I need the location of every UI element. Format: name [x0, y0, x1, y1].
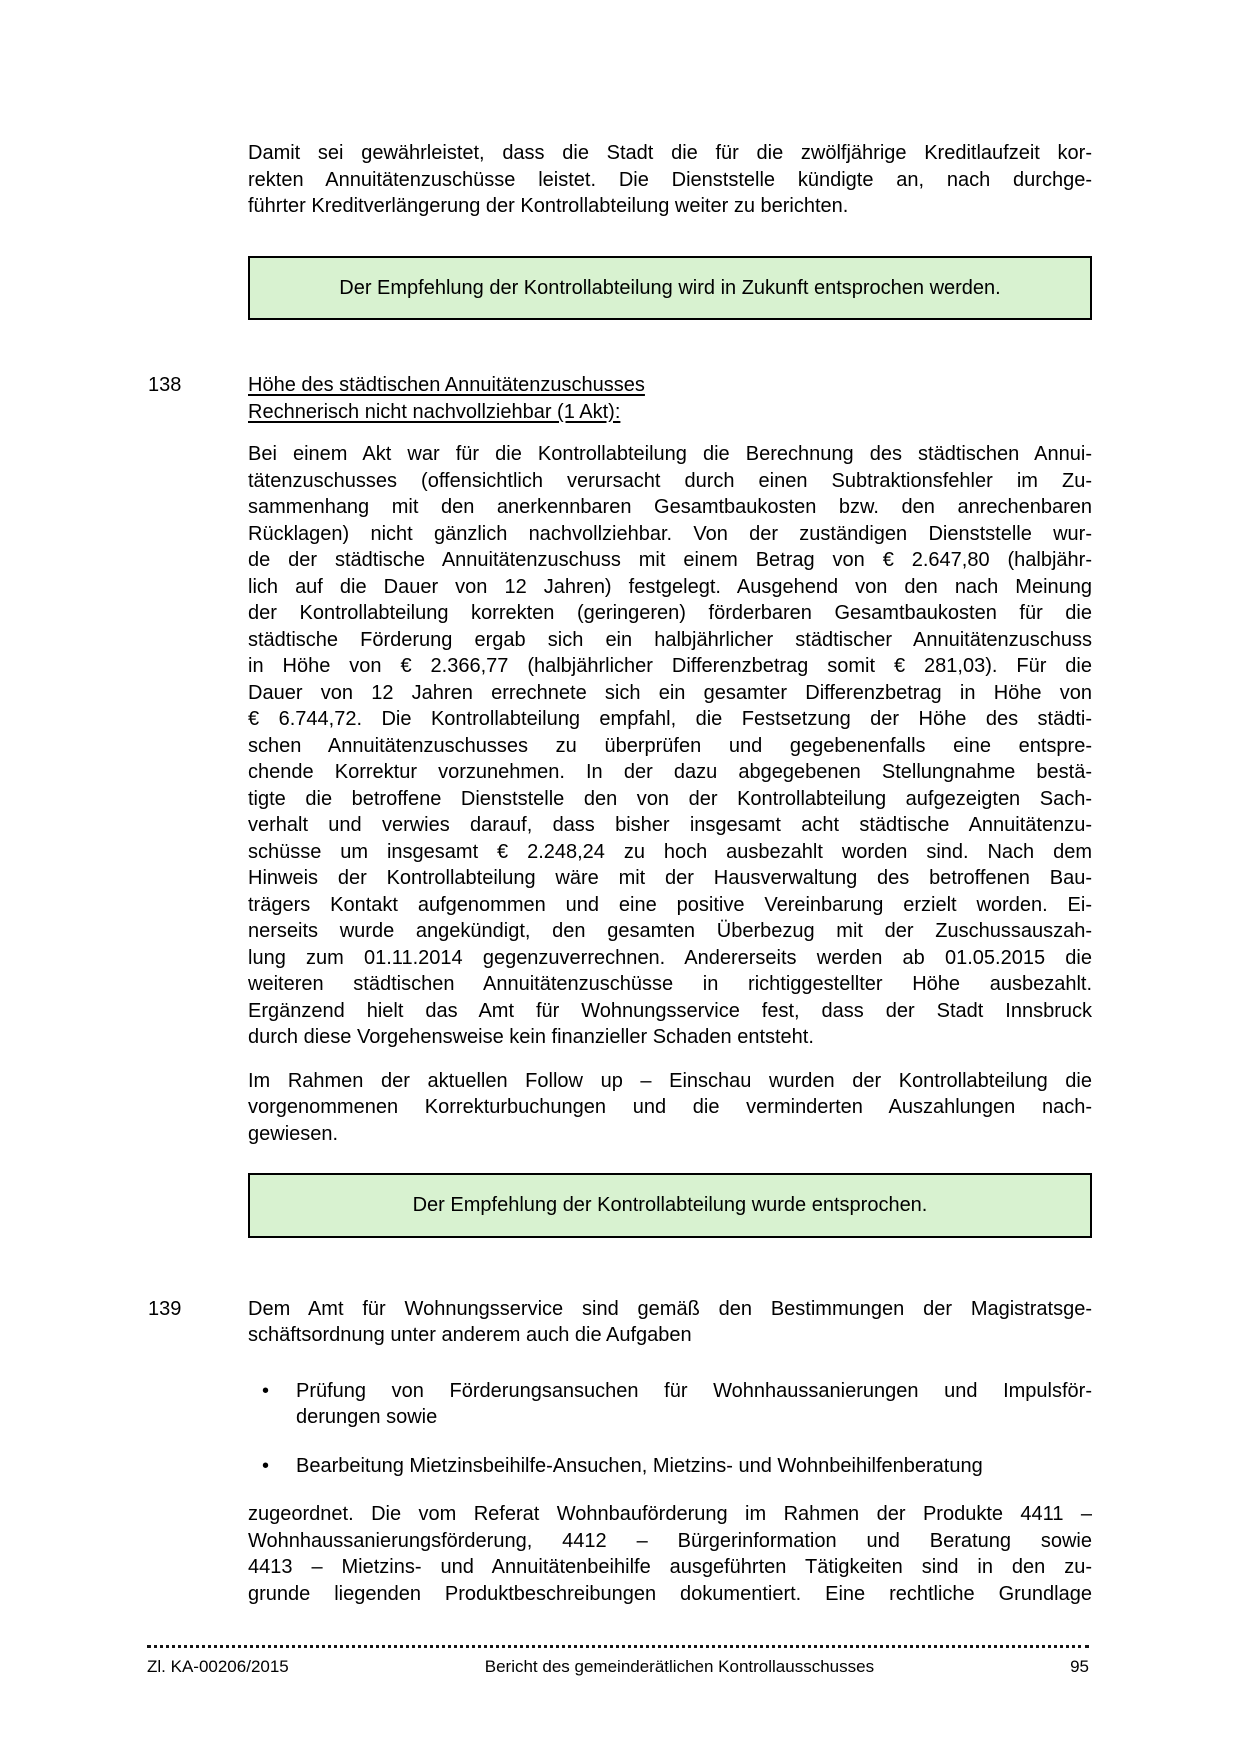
text-line: Im Rahmen der aktuellen Follow up – Einschau wurden der Kontrollabteilung die: [248, 1069, 1092, 1092]
text-line: lung zum 01.11.2014 gegenzuverrechnen. Andererseits werden ab 01.05.2015 die: [248, 946, 1092, 969]
footer-reference: Zl. KA-00206/2015: [147, 1657, 289, 1676]
text-line: gewiesen.: [248, 1122, 339, 1145]
text-line: schäftsordnung unter anderem auch die Aufgaben: [248, 1324, 692, 1346]
footer-page-number: 95: [1070, 1657, 1089, 1676]
text-line: Ergänzend hielt das Amt für Wohnungsservice fest, dass der Stadt Innsbruck: [248, 999, 1092, 1022]
text-line: der Kontrollabteilung korrekten (geringeren) förderbaren Gesamtbaukosten für die: [248, 602, 1092, 624]
text-line: grunde liegenden Produktbeschreibungen dokumentiert. Eine rechtliche Grundlage: [248, 1582, 1092, 1605]
text-line: Rücklagen) nicht gänzlich nachvollziehbar. Von der zuständigen Dienststelle wur-: [248, 522, 1092, 545]
text-line: schüsse um insgesamt € 2.248,24 zu hoch ausbezahlt worden sind. Nach dem: [248, 840, 1092, 863]
text-line: lich auf die Dauer von 12 Jahren) festgelegt. Ausgehend von den nach Meinung: [248, 575, 1092, 598]
text-line: € 6.744,72. Die Kontrollabteilung empfahl, die Festsetzung der Höhe des städti-: [248, 708, 1092, 730]
text-line: in Höhe von € 2.366,77 (halbjährlicher Differenzbetrag somit € 281,03). Für die: [248, 655, 1092, 677]
section-139-paragraph-1: [148, 1296, 1092, 1349]
text-line: trägers Kontakt aufgenommen und eine positive Vereinbarung erzielt worden. Ei-: [248, 893, 1092, 916]
text-line: führter Kreditverlängerung der Kontrollabteilung weiter zu berichten.: [248, 195, 849, 217]
text-line: Bei einem Akt war für die Kontrollabteilung die Berechnung des städtischen Annui-: [248, 443, 1092, 465]
section-138-number: 138: [148, 374, 182, 396]
intro-paragraph: [248, 140, 1092, 220]
recommendation-box-1: Der Empfehlung der Kontrollabteilung wird in Zukunft entsprochen werden.: [248, 256, 1092, 321]
text-line: Dem Amt für Wohnungsservice sind gemäß den Bestimmungen der Magistratsge-: [248, 1297, 1092, 1320]
section-138-heading: [148, 372, 1092, 425]
text-line: chende Korrektur vorzunehmen. In der dazu abgegebenen Stellungnahme bestä-: [248, 761, 1092, 783]
text-column: [148, 0, 1092, 1607]
text-line: Bearbeitung Mietzinsbeihilfe-Ansuchen, Mietzins- und Wohnbeihilfenberatung: [296, 1454, 983, 1477]
text-line: Dauer von 12 Jahren errechnete sich ein gesamter Differenzbetrag in Höhe von: [248, 681, 1092, 704]
text-line: Hinweis der Kontrollabteilung wäre mit der Hausverwaltung des betroffenen Bau-: [248, 867, 1092, 889]
bullet-item-1: [248, 1378, 1092, 1431]
text-line: Wohnhaussanierungsförderung, 4412 – Bürgerinformation und Beratung sowie: [248, 1529, 1092, 1552]
text-line: durch diese Vorgehensweise kein finanzieller Schaden entsteht.: [248, 1026, 814, 1048]
text-line: zugeordnet. Die vom Referat Wohnbauförderung im Rahmen der Produkte 4411 –: [248, 1503, 1092, 1525]
recommendation-box-2: Der Empfehlung der Kontrollabteilung wurde entsprochen.: [248, 1173, 1092, 1238]
text-line: städtische Förderung ergab sich ein halbjährlicher städtischer Annuitätenzuschuss: [248, 628, 1092, 651]
bullet-item-1-text: [296, 1378, 1092, 1431]
bullet-marker: •: [262, 1454, 270, 1477]
bullet-item-2-text: [296, 1453, 1092, 1480]
text-line: 4413 – Mietzins- und Annuitätenbeihilfe ausgeführten Tätigkeiten sind in den zu-: [248, 1556, 1092, 1578]
footer-title: Bericht des gemeinderätlichen Kontrollausschusses: [484, 1657, 875, 1676]
text-line: de der städtische Annuitätenzuschuss mit einem Betrag von € 2.647,80 (halbjähr-: [248, 549, 1092, 571]
section-138-heading-line-2: Rechnerisch nicht nachvollziehbar (1 Akt):: [248, 400, 621, 423]
text-line: verhalt und verwies darauf, dass bisher insgesamt acht städtische Annuitätenzu-: [248, 814, 1092, 836]
text-line: vorgenommenen Korrekturbuchungen und die verminderten Auszahlungen nach-: [248, 1096, 1092, 1118]
bullet-item-2: [248, 1453, 1092, 1480]
text-line: tigte die betroffene Dienststelle den von der Kontrollabteilung aufgezeigten Sach-: [248, 787, 1092, 810]
text-line: tätenzuschusses (offensichtlich verursacht durch einen Subtraktionsfehler im Zu-: [248, 469, 1092, 492]
section-138-paragraph-2: [248, 1068, 1092, 1148]
section-138-heading-line-1: Höhe des städtischen Annuitätenzuschusses: [248, 374, 645, 396]
text-line: nerseits wurde angekündigt, den gesamten Überbezug mit der Zuschussauszah-: [248, 920, 1092, 942]
text-line: Prüfung von Förderungsansuchen für Wohnhaussanierungen und Impulsför-: [296, 1379, 1092, 1402]
text-line: rekten Annuitätenzuschüsse leistet. Die Dienststelle kündigte an, nach durchge-: [248, 168, 1092, 191]
section-139-number: 139: [148, 1297, 182, 1320]
section-139-paragraph-2: [248, 1501, 1092, 1607]
text-line: schen Annuitätenzuschusses zu überprüfen und gegebenenfalls eine entspre-: [248, 734, 1092, 757]
text-line: derungen sowie: [296, 1406, 438, 1428]
text-line: sammenhang mit den anerkennbaren Gesamtbaukosten bzw. den anrechenbaren: [248, 496, 1092, 518]
bullet-marker: •: [262, 1379, 270, 1402]
section-138-paragraph-1: [248, 441, 1092, 1051]
text-line: Damit sei gewährleistet, dass die Stadt die für die zwölfjährige Kreditlaufzeit kor-: [248, 142, 1092, 164]
text-line: weiteren städtischen Annuitätenzuschüsse in richtiggestellter Höhe ausbezahlt.: [248, 973, 1092, 995]
page-footer: [147, 1645, 1089, 1677]
